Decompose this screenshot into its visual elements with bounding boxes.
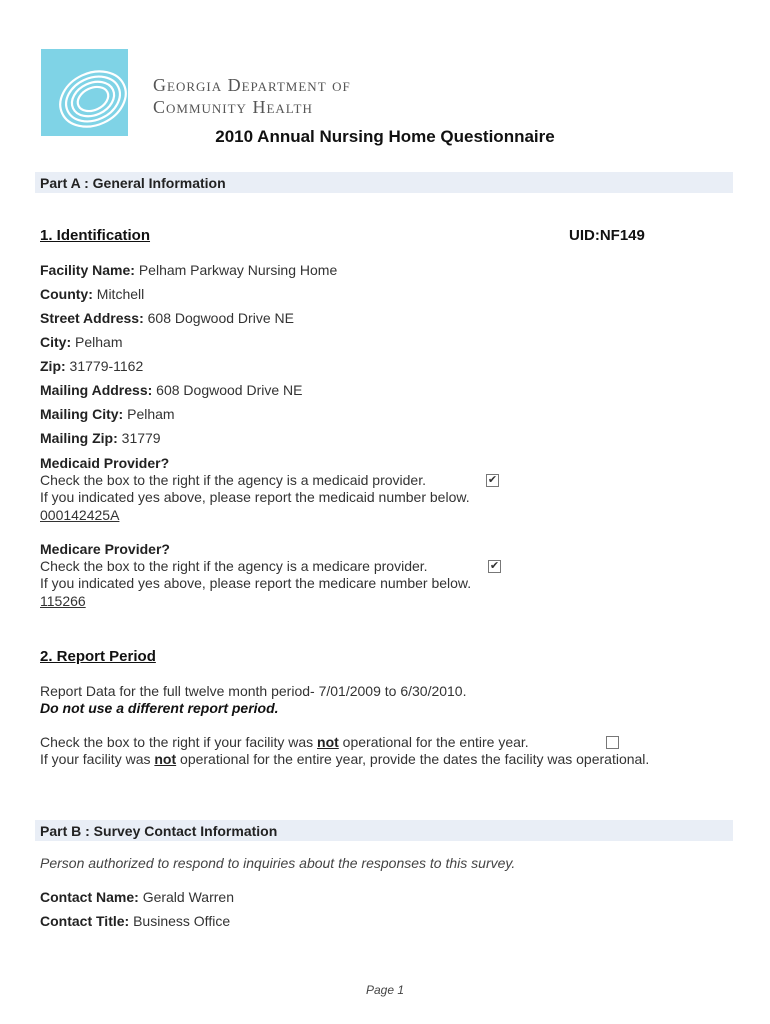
agency-line-1: Georgia Department of: [153, 75, 351, 95]
contact-title-value: Business Office: [133, 913, 231, 929]
zip-label: Zip:: [40, 358, 66, 374]
mailing-zip-value: 31779: [121, 430, 161, 446]
agency-logo: [41, 49, 128, 136]
mailing-zip-row: [40, 430, 161, 446]
city-value: Pelham: [75, 334, 123, 350]
contact-title-row: [40, 913, 230, 929]
county-label: County:: [40, 286, 93, 302]
report-period-heading: 2. Report Period: [40, 648, 156, 665]
medicaid-check-text: Check the box to the right if the agency is a medicaid provider.: [40, 472, 426, 488]
zip-row: [40, 358, 143, 374]
mailing-city-label: Mailing City:: [40, 406, 124, 422]
operational-dates-text: [40, 751, 649, 767]
mailing-address-row: [40, 382, 302, 398]
mailing-address-value: 608 Dogwood Drive NE: [156, 382, 303, 398]
report-period-warning: Do not use a different report period.: [40, 700, 279, 716]
medicare-report-text: If you indicated yes above, please report the medicare number below.: [40, 575, 472, 591]
county-row: [40, 286, 144, 302]
not-emphasis: not: [317, 734, 339, 750]
contact-title-label: Contact Title:: [40, 913, 130, 929]
mailing-city-row: [40, 406, 175, 422]
part-b-heading: Part B : Survey Contact Information: [40, 823, 278, 839]
medicaid-checkbox[interactable]: ✔: [487, 474, 498, 486]
not-operational-text: [40, 734, 529, 750]
facility-name-label: Facility Name:: [40, 262, 135, 278]
not-emphasis-2: not: [154, 751, 177, 767]
document-title: 2010 Annual Nursing Home Questionnaire: [215, 127, 555, 146]
medicaid-number: 000142425A: [40, 507, 120, 523]
medicare-check-text: Check the box to the right if the agency is a medicare provider.: [40, 558, 428, 574]
street-label: Street Address:: [40, 310, 144, 326]
mailing-zip-label: Mailing Zip:: [40, 430, 118, 446]
facility-name-value: Pelham Parkway Nursing Home: [138, 262, 338, 278]
county-value: Mitchell: [96, 286, 145, 302]
not-operational-post: operational for the entire year.: [338, 734, 529, 750]
street-row: [40, 310, 294, 326]
facility-name-row: [40, 262, 337, 278]
contact-name-value: Gerald Warren: [142, 889, 234, 905]
part-a-header: [35, 172, 733, 193]
medicare-question: Medicare Provider?: [40, 541, 170, 557]
medicaid-question: Medicaid Provider?: [40, 455, 170, 471]
medicare-number: 115266: [40, 593, 86, 609]
mailing-city-value: Pelham: [127, 406, 175, 422]
uid-label: UID:NF149: [569, 227, 645, 244]
dates-pre: If your facility was: [40, 751, 155, 767]
agency-name: [153, 74, 351, 118]
page-number: Page 1: [365, 983, 405, 997]
dates-post: operational for the entire year, provide the dates the facility was operational.: [176, 751, 650, 767]
not-operational-checkbox[interactable]: [606, 736, 619, 749]
zip-value: 31779-1162: [69, 358, 144, 374]
medicaid-report-text: If you indicated yes above, please report the medicaid number below.: [40, 489, 470, 505]
part-a-heading: Part A : General Information: [40, 175, 226, 191]
identification-heading: 1. Identification: [40, 227, 151, 244]
medicare-checkbox[interactable]: ✔: [489, 560, 500, 572]
not-operational-pre: Check the box to the right if your facility was: [40, 734, 318, 750]
city-row: [40, 334, 122, 350]
contact-name-label: Contact Name:: [40, 889, 139, 905]
street-value: 608 Dogwood Drive NE: [147, 310, 294, 326]
contact-name-row: [40, 889, 234, 905]
report-period-text: Report Data for the full twelve month period- 7/01/2009 to 6/30/2010.: [40, 683, 467, 699]
mailing-address-label: Mailing Address:: [40, 382, 153, 398]
part-b-intro: Person authorized to respond to inquiries about the responses to this survey.: [40, 855, 516, 871]
agency-line-2: Community Health: [153, 97, 313, 117]
city-label: City:: [40, 334, 72, 350]
part-b-header: [35, 820, 733, 841]
